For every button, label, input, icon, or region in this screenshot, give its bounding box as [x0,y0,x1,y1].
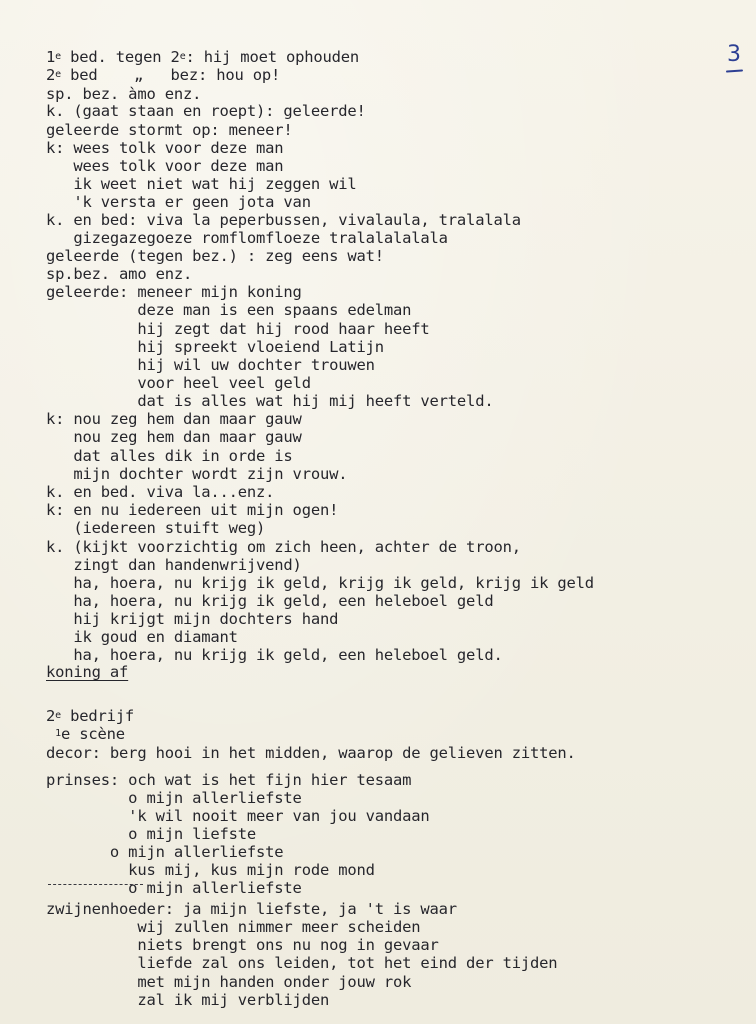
text-line: geleerde (tegen bez.) : zeg eens wat! [46,247,384,265]
page-number-underline [726,69,743,72]
text-line: voor heel veel geld [46,374,311,392]
text-line: k. en bed: viva la peperbussen, vivalaula, tralalala [46,211,521,229]
text-line: decor: berg hooi in het midden, waarop de gelieven zitten. [46,744,576,762]
text-segment: 2 [46,66,56,84]
text-segment: bed „ bez: hou op! [60,66,281,84]
superscript: e [55,69,61,80]
text-line: prinses: och wat is het fijn hier tesaam [46,771,412,789]
text-segment: bed. tegen 2 [60,48,180,66]
text-line: geleerde: meneer mijn koning [46,283,302,301]
text-line: o mijn allerliefste [46,843,284,861]
crossed-out-dash [48,884,143,885]
text-line: k: en nu iedereen uit mijn ogen! [46,501,339,519]
text-line [46,725,125,746]
text-line: koning af [46,663,129,681]
text-segment [46,725,55,743]
text-segment: bedrijf [60,707,135,725]
text-line: deze man is een spaans edelman [46,301,412,319]
text-segment: 1 [46,48,56,66]
text-line: zal ik mij verblijden [46,991,330,1009]
text-line: o mijn allerliefste [46,879,302,897]
text-line: ha, hoera, nu krijg ik geld, een heleboel geld. [46,646,503,664]
text-line: k. (kijkt voorzichtig om zich heen, achter de troon, [46,538,521,556]
text-line: k: nou zeg hem dan maar gauw [46,410,302,428]
text-line: zingt dan handenwrijvend) [46,556,302,574]
text-line: nou zeg hem dan maar gauw [46,428,302,446]
text-line: k: wees tolk voor deze man [46,139,284,157]
text-line: ha, hoera, nu krijg ik geld, krijg ik geld, krijg ik geld [46,574,594,592]
superscript: e [179,51,186,62]
text-line: hij wil uw dochter trouwen [46,356,375,374]
text-line: kus mij, kus mijn rode mond [46,861,375,879]
text-line: sp. bez. àmo enz. [46,85,202,103]
superscript: 1 [55,728,61,739]
text-segment: e scène [60,725,125,743]
text-line: zwijnenhoeder: ja mijn liefste, ja 't is waar [46,900,457,918]
text-line: ik weet niet wat hij zeggen wil [46,175,357,193]
text-line: dat alles dik in orde is [46,447,293,465]
text-line: dat is alles wat hij mij heeft verteld. [46,392,494,410]
text-line: met mijn handen onder jouw rok [46,973,412,991]
text-line: ik goud en diamant [46,628,238,646]
text-line: wees tolk voor deze man [46,157,284,175]
text-line: liefde zal ons leiden, tot het eind der tijden [46,954,558,972]
text-segment: 2 [46,707,56,725]
text-line: (iedereen stuift weg) [46,519,266,537]
text-line: gizegazegoeze romflomfloeze tralalalalala [46,229,448,247]
text-line [46,66,280,87]
text-line: mijn dochter wordt zijn vrouw. [46,465,348,483]
text-line: geleerde stormt op: meneer! [46,121,293,139]
text-line: 'k wil nooit meer van jou vandaan [46,807,430,825]
text-line: wij zullen nimmer meer scheiden [46,918,421,936]
text-line: sp.bez. amo enz. [46,265,193,283]
superscript: e [55,51,61,62]
superscript: e [55,710,61,721]
text-line: hij zegt dat hij rood haar heeft [46,320,430,338]
text-line: hij spreekt vloeiend Latijn [46,338,384,356]
text-line: o mijn liefste [46,825,257,843]
text-line: o mijn allerliefste [46,789,302,807]
text-line: k. (gaat staan en roept): geleerde! [46,102,366,120]
text-line: ha, hoera, nu krijg ik geld, een heleboel geld [46,592,494,610]
text-line: 'k versta er geen jota van [46,193,311,211]
text-line: hij krijgt mijn dochters hand [46,610,339,628]
text-segment: : hij moet ophouden [185,48,360,66]
handwritten-page-number: 3 [727,42,741,67]
text-line: k. en bed. viva la...enz. [46,483,275,501]
text-line: niets brengt ons nu nog in gevaar [46,936,439,954]
